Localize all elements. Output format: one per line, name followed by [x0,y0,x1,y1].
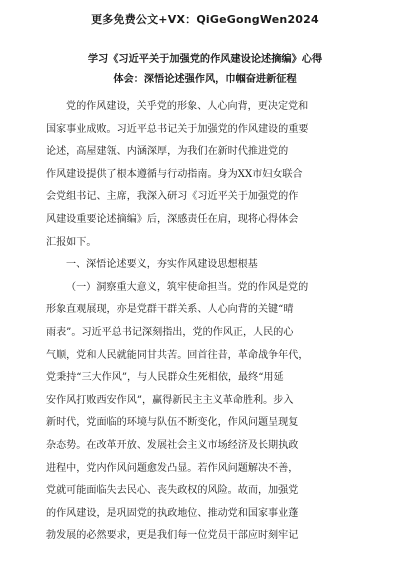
body-line: 风建设重要论述摘编》后，深感责任在肩，现将心得体会 [46,213,299,225]
body-line: 的作风建设，是巩固党的执政地位、推动党和国家事业蓬 [46,507,299,519]
body-line: 论述，高屋建瓴、内涵深厚，为我们在新时代推进党的 [46,146,289,158]
body-line: （一）洞察重大意义，筑牢使命担当。党的作风是党的 [66,281,309,293]
body-line: 新时代，党面临的环境与队伍不断变化，作风问题呈现复 [46,417,299,429]
page-header: 更多免费公文+VX：QiGeGongWen2024 [91,13,319,26]
body-line: 汇报如下。 [46,236,97,248]
body-line: 进程中，党内作风问题愈发凸显。若作风问题解决不善， [46,462,299,474]
body-line: 形象直观展现，亦是党群干群关系、人心向背的关键“晴 [46,304,294,316]
title-line: 学习《习近平关于加强党的作风建设论述摘编》心得 [87,54,323,65]
body-line: 党就可能面临失去民心、丧失政权的风险。故而，加强党 [46,485,299,497]
body-line: 国家事业成败。习近平总书记关于加强党的作风建设的重要 [46,123,309,135]
body-line: 勃发展的必然要求，更是我们每一位党员干部应时刻牢记 [46,530,299,542]
body-line: 一、深悟论述要义，夯实作风建设思想根基 [66,259,258,271]
body-line: 党秉持“三大作风”，与人民群众生死相依，最终“用延 [46,372,284,384]
body-line: 雨表”。习近平总书记深刻指出，党的作风正，人民的心 [46,326,294,338]
title-line: 体会：深悟论述强作风，巾帼奋进新征程 [113,74,297,85]
body-line: 党的作风建设，关乎党的形象、人心向背，更决定党和 [66,101,309,112]
body-line: 作风建设提供了根本遵循与行动指南。身为XX市妇女联合 [46,168,303,180]
body-line: 安作风打败西安作风”，赢得新民主主义革命胜利。步入 [46,394,294,406]
body-line: 气顺，党和人民就能同甘共苦。回首往昔，革命战争年代， [46,349,309,361]
document-title [46,50,364,90]
body-line: 杂态势。在改革开放、发展社会主义市场经济及长期执政 [46,439,299,451]
document-body [46,96,364,548]
body-line: 会党组书记、主席，我深入研习《习近平关于加强党的作 [46,191,299,203]
